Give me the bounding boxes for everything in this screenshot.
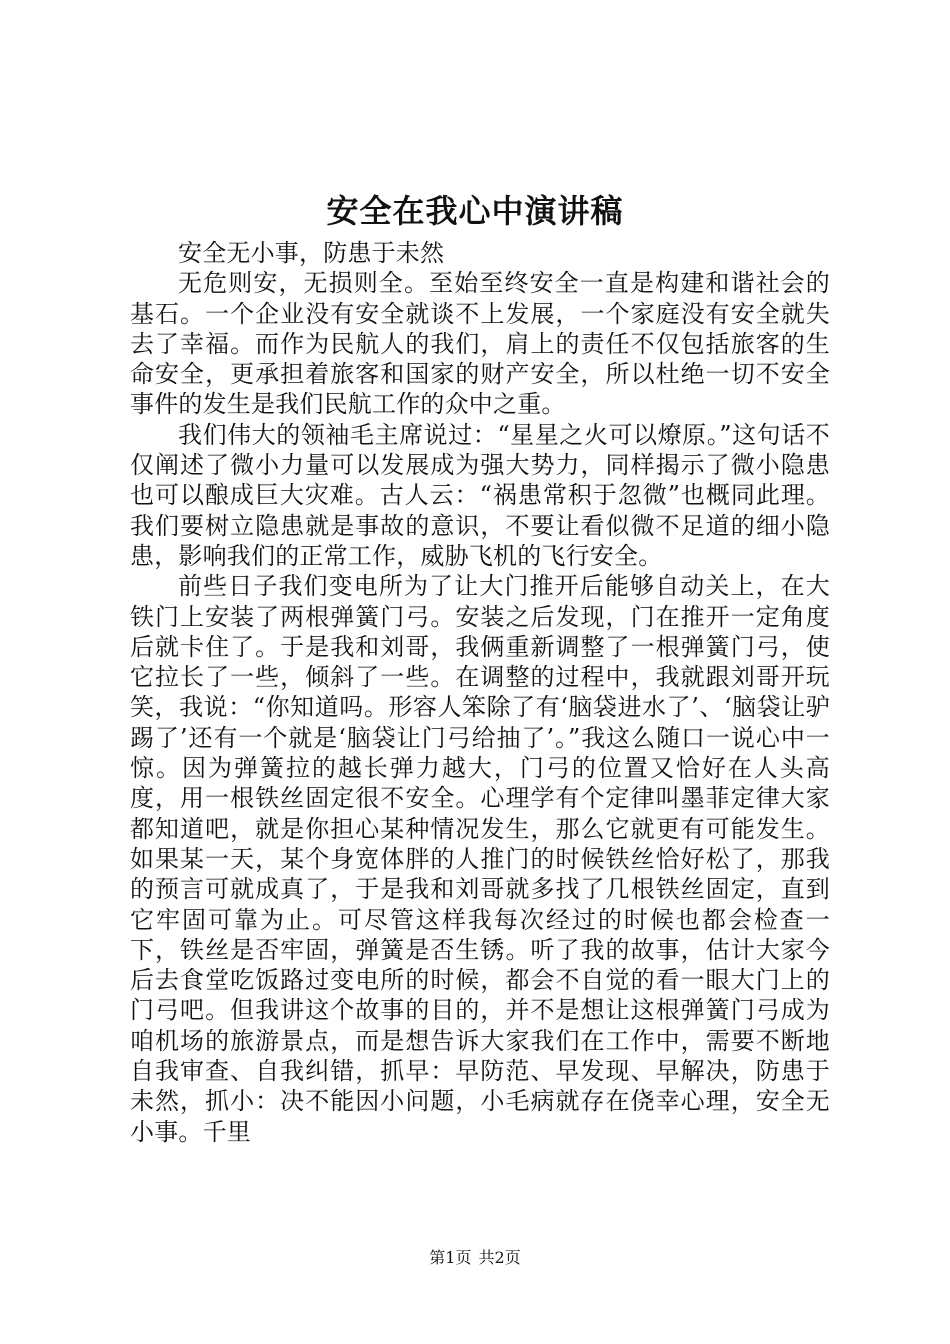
document-title: 安全在我心中演讲稿 xyxy=(326,192,624,230)
page-number-footer: 第1页 共2页 xyxy=(429,1248,521,1267)
body-paragraph: 我们伟大的领袖毛主席说过：“星星之火可以燎原。”这句话不仅阐述了微小力量可以发展成为强大势力，同样揭示了微小隐患也可以酿成巨大灾难。古人云：“祸患常积于忽微”也概同此理。我们要树立隐患就是事故的意识，不要让看似微不足道的细小隐患，影响我们的正常工作，威胁飞机的飞行安全。 xyxy=(130,420,830,570)
document-body xyxy=(130,238,830,1147)
document-subtitle: 安全无小事，防患于未然 xyxy=(178,239,445,267)
body-paragraph: 无危则安，无损则全。至始至终安全一直是构建和谐社会的基石。一个企业没有安全就谈不上发展，一个家庭没有安全就失去了幸福。而作为民航人的我们，肩上的责任不仅包括旅客的生命安全，更承担着旅客和国家的财产安全，所以杜绝一切不安全事件的发生是我们民航工作的众中之重。 xyxy=(130,269,830,419)
body-paragraph: 前些日子我们变电所为了让大门推开后能够自动关上，在大铁门上安装了两根弹簧门弓。安装之后发现，门在推开一定角度后就卡住了。于是我和刘哥，我俩重新调整了一根弹簧门弓，使它拉长了一些，倾斜了一些。在调整的过程中，我就跟刘哥开玩笑，我说：“你知道吗。形容人笨除了有‘脑袋进水了’、‘脑袋让驴踢了’还有一个就是‘脑袋让门弓给抽了’。”我这么随口一说心中一惊。因为弹簧拉的越长弹力越大，门弓的位置又恰好在人头高度，用一根铁丝固定很不安全。心理学有个定律叫墨菲定律大家都知道吧，就是你担心某种情况发生，那么它就更有可能发生。如果某一天，某个身宽体胖的人推门的时候铁丝恰好松了，那我的预言可就成真了，于是我和刘哥就多找了几根铁丝固定，直到它牢固可靠为止。可尽管这样我每次经过的时候也都会检查一下，铁丝是否牢固，弹簧是否生锈。听了我的故事，估计大家今后去食堂吃饭路过变电所的时候，都会不自觉的看一眼大门上的门弓吧。但我讲这个故事的目的，并不是想让这根弹簧门弓成为咱机场的旅游景点，而是想告诉大家我们在工作中，需要不断地自我审查、自我纠错，抓早：早防范、早发现、早解决，防患于未然，抓小：决不能因小问题，小毛病就存在侥幸心理，安全无小事。千里 xyxy=(130,572,830,1146)
